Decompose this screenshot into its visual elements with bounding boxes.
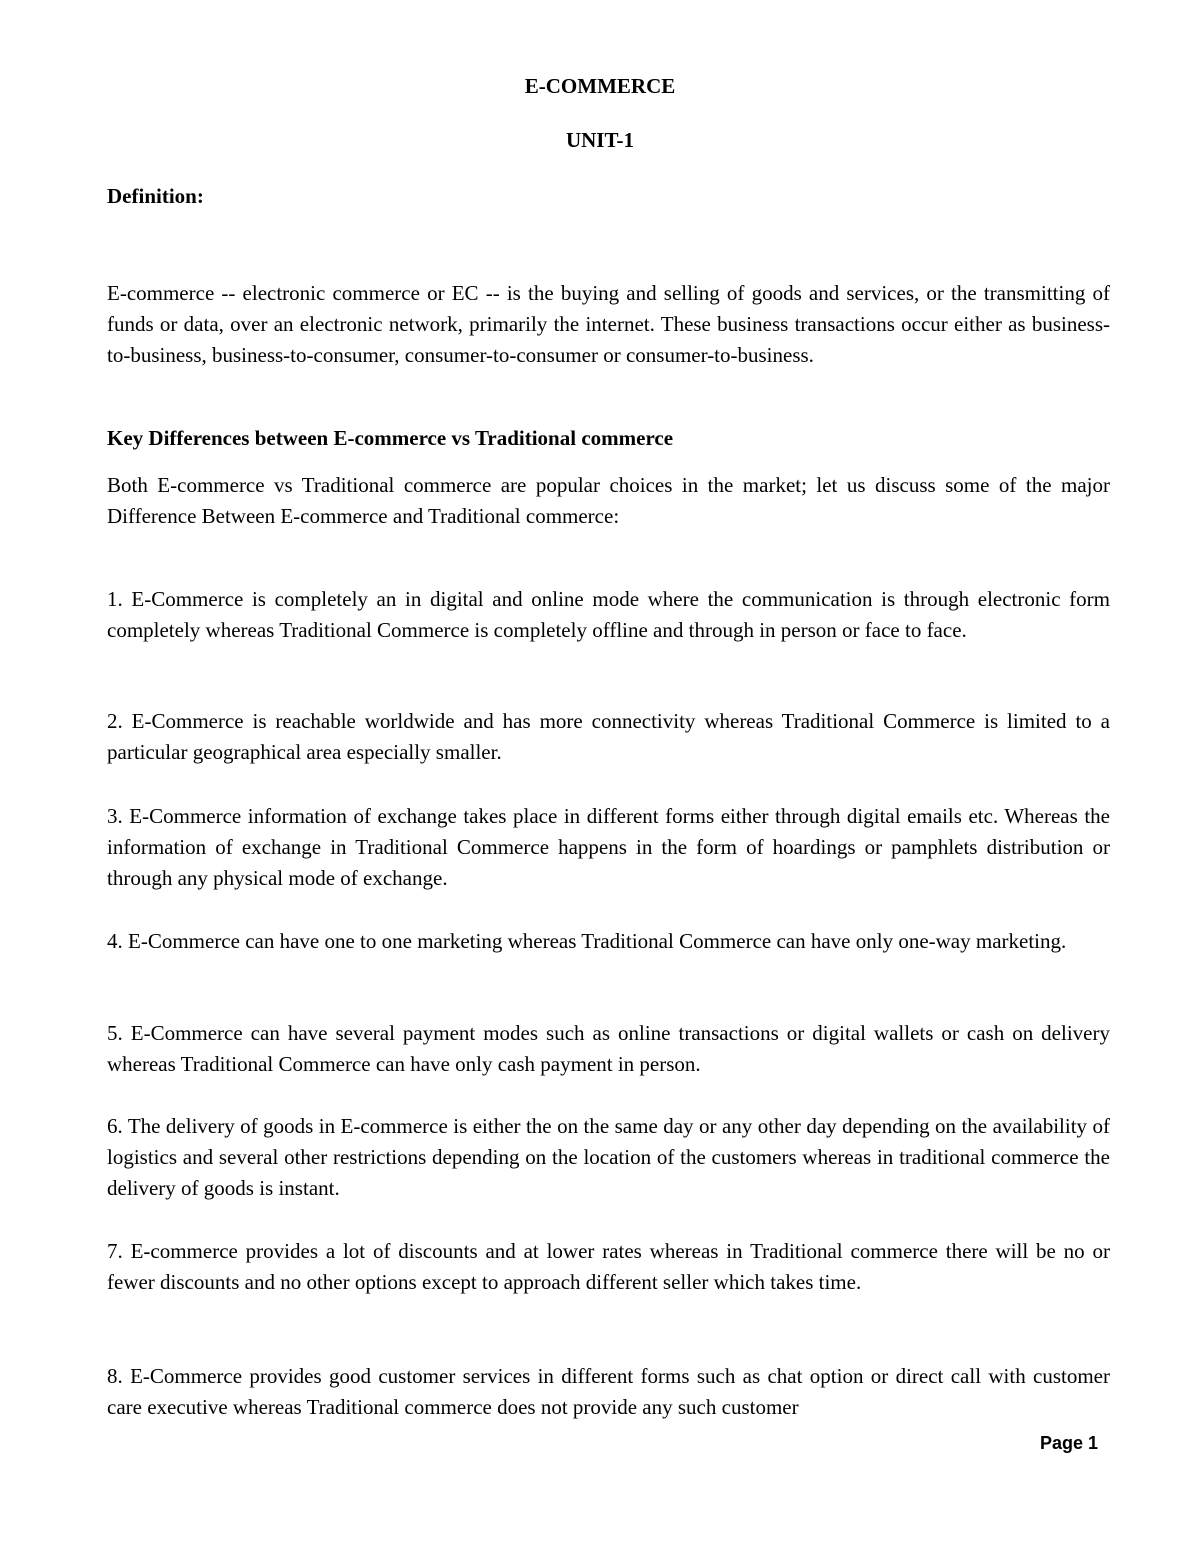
differences-intro: Both E-commerce vs Traditional commerce are popular choices in the market; let us discuss some of the major Difference Between E-commerce and Traditional commerce: (107, 473, 1110, 528)
unit-heading: UNIT-1 (565, 128, 635, 152)
difference-point-3: 3. E-Commerce information of exchange takes place in different forms either through digital emails etc. Whereas the information of exchange in Traditional Commerce happens in the form of hoardings or pamphlets distribution or through any physical mode of exchange. (107, 804, 1110, 890)
difference-point-8: 8. E-Commerce provides good customer services in different forms such as chat option or direct call with customer care executive whereas Traditional commerce does not provide any such customer (107, 1364, 1110, 1419)
definition-paragraph: E-commerce -- electronic commerce or EC -- is the buying and selling of goods and services, or the transmitting of funds or data, over an electronic network, primarily the internet. These business transactions occur either as business-to-business, business-to-consumer, consumer-to-consumer or consumer-to-business. (107, 281, 1110, 367)
definition-heading: Definition: (107, 184, 204, 208)
page-number: Page 1 (1040, 1433, 1099, 1453)
difference-point-2: 2. E-Commerce is reachable worldwide and has more connectivity whereas Traditional Commerce is limited to a particular geographical area especially smaller. (107, 709, 1110, 764)
document-title: E-COMMERCE (524, 74, 676, 98)
differences-heading: Key Differences between E-commerce vs Traditional commerce (107, 426, 674, 450)
difference-point-5: 5. E-Commerce can have several payment modes such as online transactions or digital wallets or cash on delivery whereas Traditional Commerce can have only cash payment in person. (107, 1021, 1110, 1076)
difference-point-4: 4. E-Commerce can have one to one marketing whereas Traditional Commerce can have only one-way marketing. (107, 929, 1067, 953)
difference-point-7: 7. E-commerce provides a lot of discounts and at lower rates whereas in Traditional commerce there will be no or fewer discounts and no other options except to approach different seller which takes time. (107, 1239, 1110, 1294)
difference-point-1: 1. E-Commerce is completely an in digital and online mode where the communication is through electronic form completely whereas Traditional Commerce is completely offline and through in person or face to face. (107, 587, 1110, 642)
difference-point-6: 6. The delivery of goods in E-commerce is either the on the same day or any other day depending on the availability of logistics and several other restrictions depending on the location of the customers whereas in traditional commerce the delivery of goods is instant. (107, 1114, 1110, 1200)
